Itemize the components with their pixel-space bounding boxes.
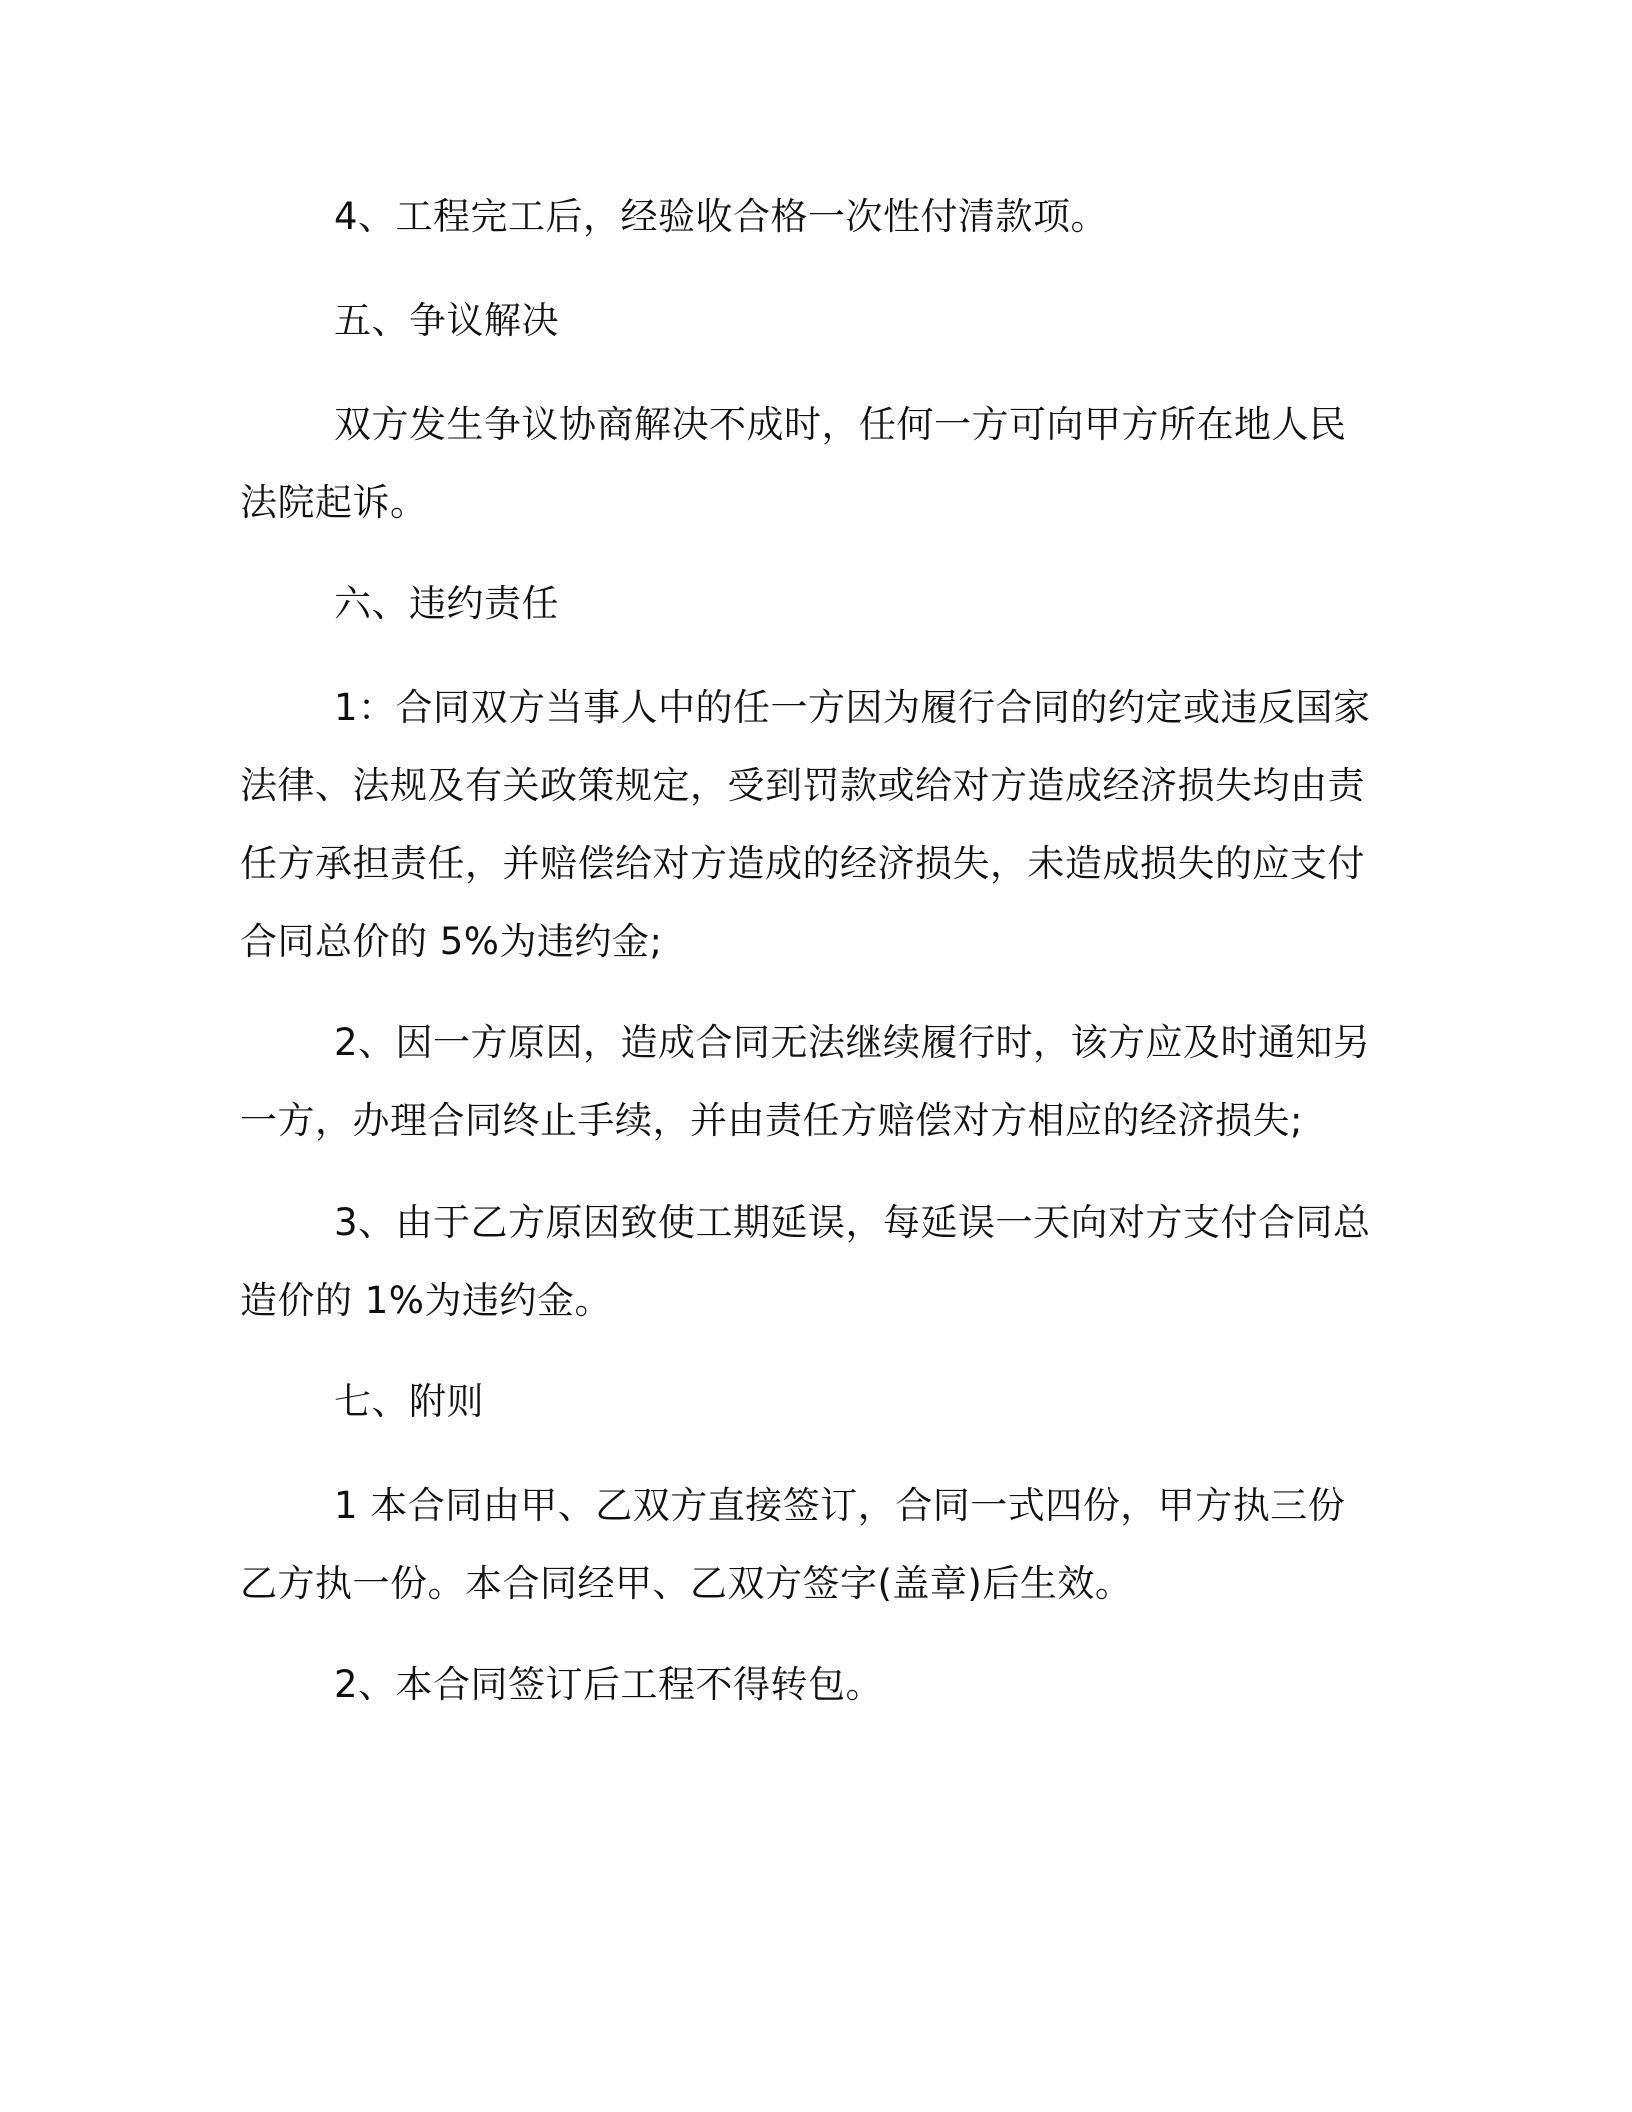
section-heading-liability: 六、违约责任 [334, 582, 559, 625]
clause-supplementary-1: 1 本合同由甲、乙双方直接签订，合同一式四份，甲方执三份乙方执一份。本合同经甲、乙双方签字(盖章)后生效。 [240, 1484, 1346, 1605]
clause-payment-4: 4、工程完工后，经验收合格一次性付清款项。 [334, 195, 1109, 238]
clause-supplementary-2: 2、本合同签订后工程不得转包。 [334, 1663, 884, 1706]
clause-dispute: 双方发生争议协商解决不成时，任何一方可向甲方所在地人民法院起诉。 [240, 403, 1347, 524]
clause-liability-3: 3、由于乙方原因致使工期延误，每延误一天向对方支付合同总造价的 1%为违约金。 [240, 1201, 1371, 1322]
section-heading-dispute: 五、争议解决 [334, 299, 559, 342]
clause-liability-2: 2、因一方原因，造成合同无法继续履行时，该方应及时通知另一方，办理合同终止手续，并由责任方赔偿对方相应的经济损失; [240, 1021, 1371, 1142]
clause-liability-1: 1：合同双方当事人中的任一方因为履行合同的约定或违反国家法律、法规及有关政策规定，受到罚款或给对方造成经济损失均由责任方承担责任，并赔偿给对方造成的经济损失，未造成损失的应支付合同总价的 5%为违约金; [240, 686, 1371, 963]
section-heading-supplementary: 七、附则 [334, 1380, 484, 1423]
